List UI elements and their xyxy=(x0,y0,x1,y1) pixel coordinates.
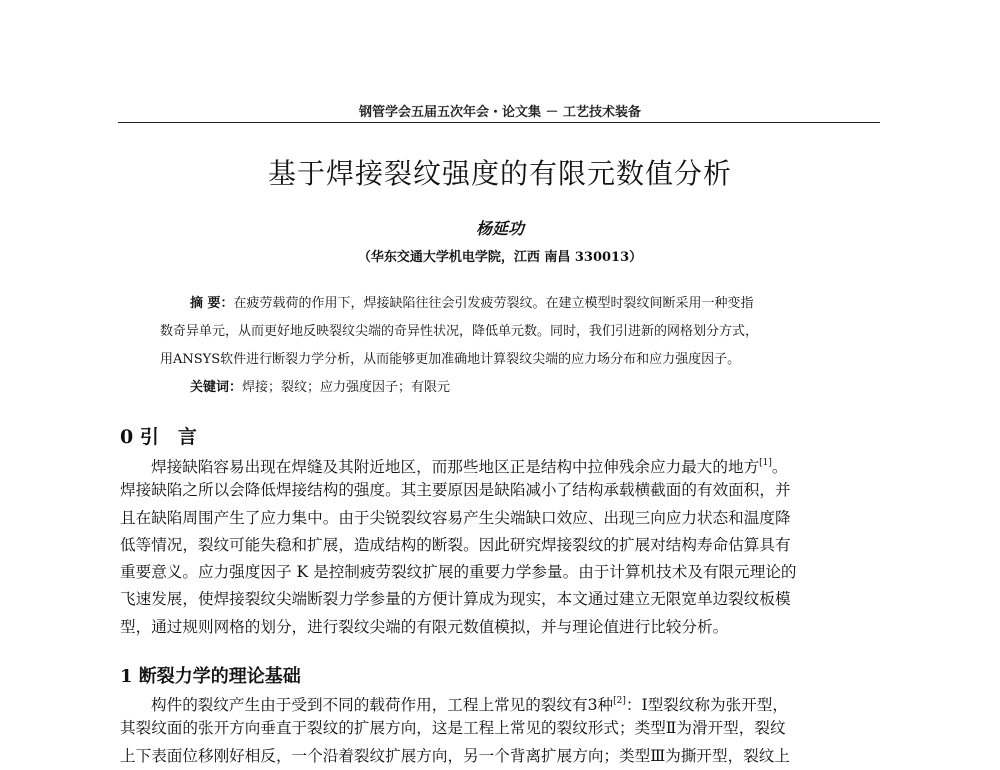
section-theory-body xyxy=(120,688,880,770)
paragraph-line: 焊接缺陷之所以会降低焊接结构的强度。其主要原因是缺陷减小了结构承载横截面的有效面积，并 xyxy=(120,481,791,500)
paragraph-text: 。 xyxy=(771,458,788,476)
keywords-label: 关键词： xyxy=(190,380,243,395)
citation-ref: [1] xyxy=(759,458,772,468)
abstract-line: 用ANSYS软件进行断裂力学分析，从而能够更加准确地计算裂纹尖端的应力场分布和应力强度因子。 xyxy=(160,352,741,367)
section-heading-introduction: 0 引 言 xyxy=(120,426,197,448)
keywords-line xyxy=(160,374,840,402)
paragraph-line: 型，通过规则网格的划分，进行裂纹尖端的有限元数值模拟，并与理论值进行比较分析。 xyxy=(120,617,729,636)
author-affiliation: （华东交通大学机电学院，江西 南昌 330013） xyxy=(357,250,643,265)
paragraph-line: 其裂纹面的张开方向垂直于裂纹的扩展方向，这是工程上常见的裂纹形式；类型Ⅱ为滑开型，裂纹 xyxy=(120,719,786,738)
citation-ref: [2] xyxy=(613,696,626,706)
paragraph-line: 上下表面位移刚好相反，一个沿着裂纹扩展方向，另一个背离扩展方向；类型Ⅲ为撕开型，裂纹上 xyxy=(120,746,790,765)
abstract-line: 数奇异单元，从而更好地反映裂纹尖端的奇异性状况，降低单元数。同时，我们引进新的网格划分方式， xyxy=(160,324,759,339)
paragraph-text: ：Ⅰ型裂纹称为张开型， xyxy=(625,696,788,714)
keywords-text: 焊接；裂纹；应力强度因子；有限元 xyxy=(242,380,451,395)
running-head: 钢管学会五届五次年会・论文集 － 工艺技术装备 xyxy=(358,105,642,120)
abstract-label: 摘 要： xyxy=(190,296,234,311)
author-name: 杨延功 xyxy=(475,219,524,238)
section-heading-theory: 1 断裂力学的理论基础 xyxy=(120,666,301,687)
paragraph-line xyxy=(120,688,880,715)
abstract-line xyxy=(160,290,840,318)
paragraph-text: 焊接缺陷容易出现在焊缝及其附近地区，而那些地区正是结构中拉伸残余应力最大的地方 xyxy=(151,458,760,476)
abstract-text: 在疲劳载荷的作用下，焊接缺陷往往会引发疲劳裂纹。在建立模型时裂纹间断采用一种变指 xyxy=(233,296,754,311)
paragraph-line: 低等情况，裂纹可能失稳和扩展，造成结构的断裂。因此研究焊接裂纹的扩展对结构寿命估算具有 xyxy=(120,535,791,554)
abstract xyxy=(160,290,840,402)
section-introduction-body xyxy=(120,450,880,641)
paragraph-line xyxy=(120,450,880,477)
paper-title: 基于焊接裂纹强度的有限元数值分析 xyxy=(267,157,732,190)
paragraph-line: 且在缺陷周围产生了应力集中。由于尖锐裂纹容易产生尖端缺口效应、出现三向应力状态和温度降 xyxy=(120,508,791,527)
paragraph-text: 构件的裂纹产生由于受到不同的载荷作用，工程上常见的裂纹有3种 xyxy=(151,696,614,714)
paragraph-line: 重要意义。应力强度因子 K 是控制疲劳裂纹扩展的重要力学参量。由于计算机技术及有限元理论的 xyxy=(120,563,797,582)
header-rule xyxy=(118,122,880,123)
paragraph-line: 飞速发展，使焊接裂纹尖端断裂力学参量的方便计算成为现实，本文通过建立无限宽单边裂纹板模 xyxy=(120,590,791,609)
